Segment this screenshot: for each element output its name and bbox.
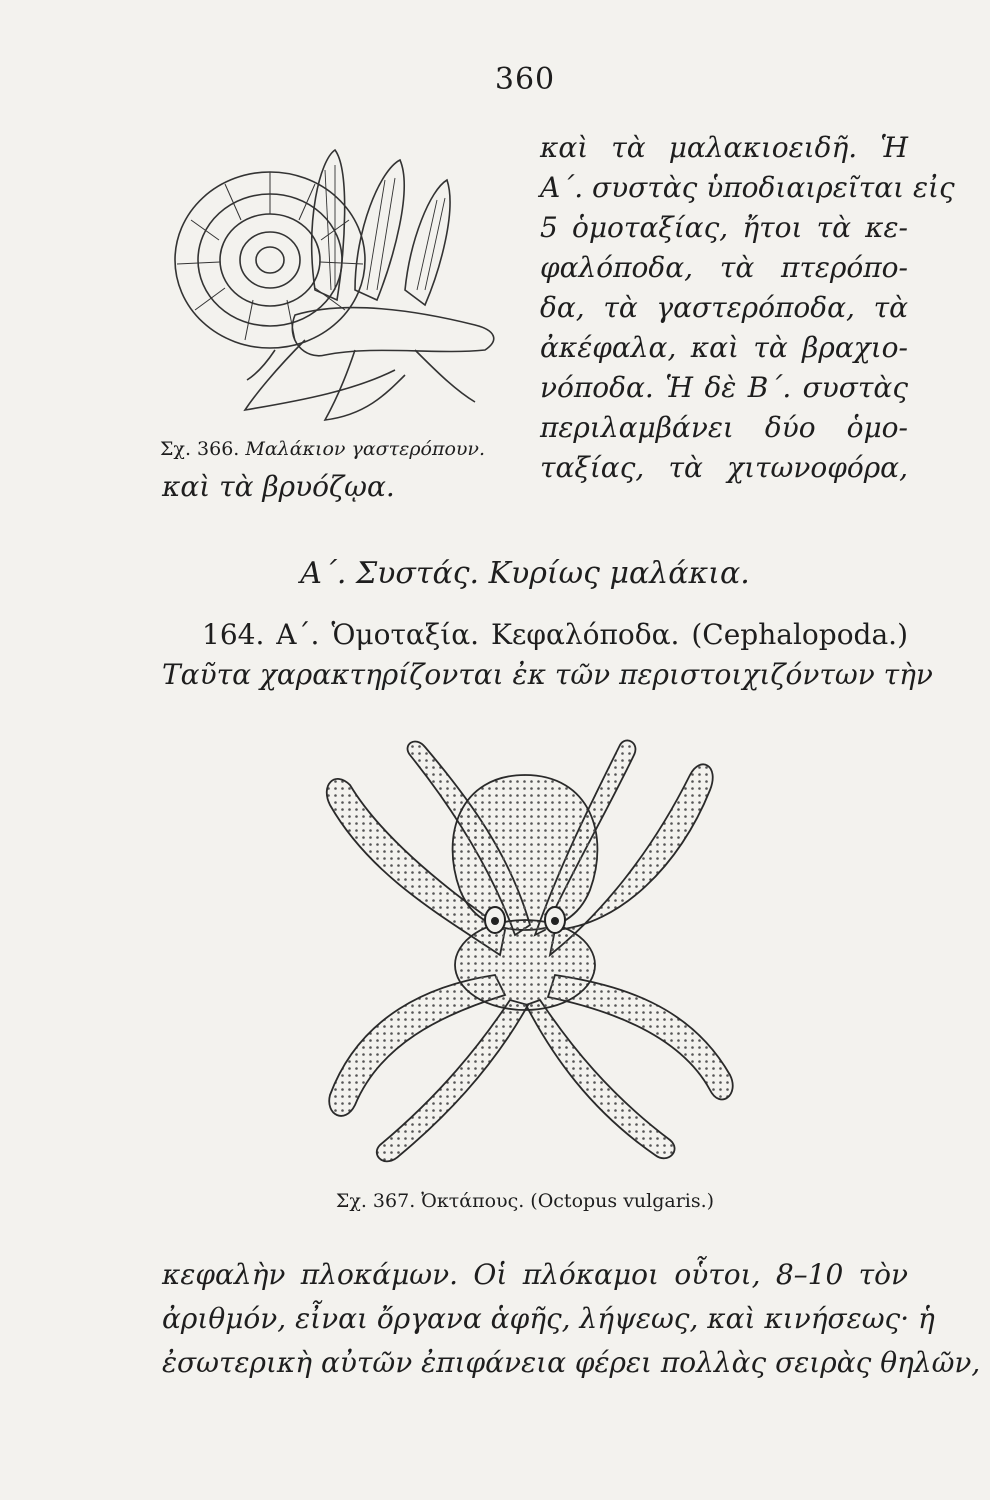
text-line: ἀριθμόν, εἶναι ὄργανα ἁφῆς, λήψεως, καὶ κινήσεως· ἡ — [162, 1302, 935, 1335]
text-line: κεφαλὴν πλοκάμων. Οἱ πλόκαμοι οὗτοι, 8–10 τὸν — [162, 1258, 908, 1291]
figure-367-latin: (Octopus vulgaris.) — [530, 1190, 715, 1212]
text-line: περιλαμβάνει δύο ὁμο- — [540, 411, 908, 444]
text-line: Α΄. συστὰς ὑποδιαιρεῖται εἰς — [540, 171, 955, 204]
text-line: καὶ τὰ μαλακιοειδῆ. Ἡ — [540, 131, 908, 164]
section-heading: Α΄. Συστάς. Κυρίως μαλάκια. — [300, 556, 750, 591]
right-column-text — [540, 128, 955, 488]
text-line: φαλόποδα, τὰ πτερόπο- — [540, 251, 908, 284]
text-line: ἀκέφαλα, καὶ τὰ βραχιο- — [540, 331, 908, 364]
body-text — [162, 1253, 981, 1385]
text-line: 5 ὁμοταξίας, ἤτοι τὰ κε- — [540, 211, 908, 244]
page-number: 360 — [494, 62, 556, 97]
figure-366-caption — [160, 438, 485, 460]
text-line: καὶ τὰ βρυόζῳα. — [162, 470, 395, 503]
text-line: ταξίας, τὰ χιτωνοφόρα, — [540, 451, 908, 484]
figure-366-title: Μαλάκιον γαστερόπουν. — [245, 438, 486, 460]
gastropod-illustration — [155, 140, 515, 440]
paragraph-line: Ταῦτα χαρακτηρίζονται ἐκ τῶν περιστοιχιζόντων τὴν — [162, 658, 933, 691]
paragraph-line: 164. Α΄. Ὁμοταξία. Κεφαλόποδα. (Cephalopoda.) — [202, 618, 908, 651]
figure-367-title: Ὀκτάπους. — [421, 1190, 525, 1212]
text-line: νόποδα. Ἡ δὲ Β΄. συστὰς — [540, 371, 908, 404]
figure-367-label: Σχ. 367. — [335, 1190, 416, 1212]
text-line: ἐσωτερικὴ αὐτῶν ἐπιφάνεια φέρει πολλὰς σειρὰς θηλῶν, — [162, 1346, 981, 1379]
text-line: δα, τὰ γαστερόποδα, τὰ — [540, 291, 908, 324]
figure-367-caption — [0, 1190, 990, 1212]
octopus-illustration — [290, 715, 760, 1185]
figure-366-label: Σχ. 366. — [160, 438, 240, 460]
